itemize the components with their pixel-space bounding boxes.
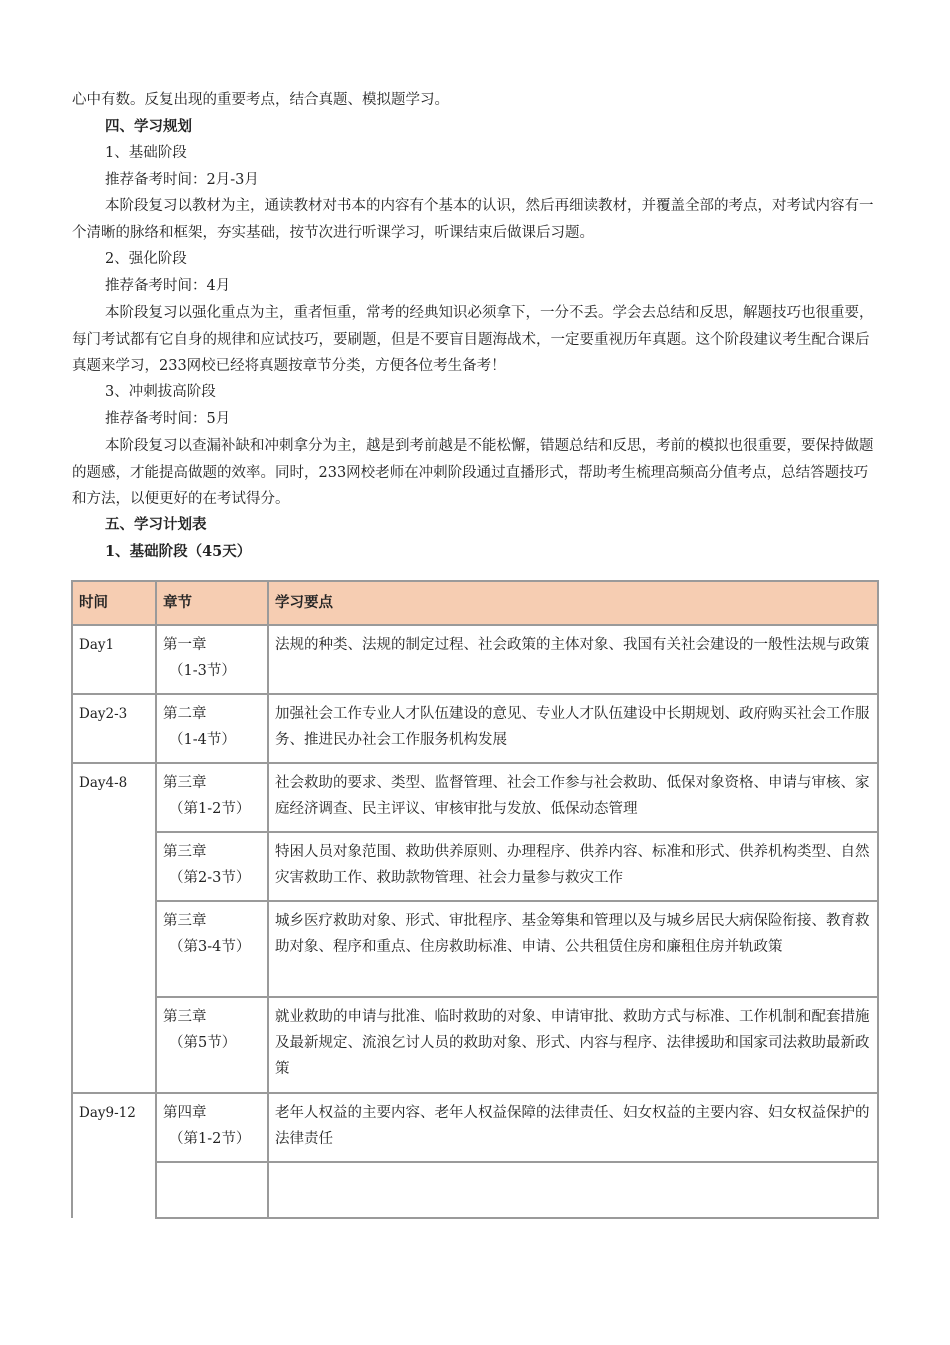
stage-time-strengthen: 推荐备考时间：4月 (105, 278, 231, 294)
chapter-cell (156, 901, 268, 997)
points-cell: 城乡医疗救助对象、形式、审批程序、基金筹集和管理以及与城乡居民大病保险衔接、教育救助对象、程序和重点、住房救助标准、申请、公共租赁住房和廉租住房并轨政策 (268, 901, 878, 997)
time-cell: Day2-3 (72, 694, 156, 763)
chapter-cell (156, 1093, 268, 1162)
section-label: （第2-3节） (169, 870, 251, 886)
chapter-label: 第二章 (163, 706, 207, 722)
table-row (72, 901, 878, 997)
section-heading-study-plan: 四、学习规划 (105, 118, 192, 135)
points-cell: 特困人员对象范围、救助供养原则、办理程序、供养内容、标准和形式、供养机构类型、自然灾害救助工作、救助款物管理、社会力量参与救灾工作 (268, 832, 878, 901)
stage-desc-basic: 本阶段复习以教材为主，通读教材对书本的内容有个基本的认识，然后再细读教材，并覆盖全部的考点，对考试内容有一个清晰的脉络和框架，夯实基础，按节次进行听课学习，听课结束后做课后习题。 (72, 198, 874, 241)
table-header-row (72, 581, 878, 625)
header-time: 时间 (72, 581, 156, 625)
table-caption: 1、基础阶段（45天） (105, 543, 252, 560)
section-label: （第1-2节） (169, 801, 251, 817)
chapter-label: 第三章 (163, 844, 207, 860)
stage-heading-sprint: 3、冲刺拔高阶段 (105, 384, 216, 400)
chapter-label: 第四章 (163, 1105, 207, 1121)
points-cell: 就业救助的申请与批准、临时救助的对象、申请审批、救助方式与标准、工作机制和配套措施及最新规定、流浪乞讨人员的救助对象、形式、内容与程序、法律援助和国家司法救助最新政策 (268, 997, 878, 1093)
table-row (72, 763, 878, 832)
table-row (72, 694, 878, 763)
section-label: （第5节） (169, 1035, 237, 1051)
chapter-cell (156, 625, 268, 694)
stage-heading-basic: 1、基础阶段 (105, 145, 187, 161)
chapter-cell (156, 832, 268, 901)
chapter-label: 第三章 (163, 913, 207, 929)
time-cell: Day9-12 (72, 1093, 156, 1218)
stage-heading-strengthen: 2、强化阶段 (105, 251, 187, 267)
chapter-label: 第一章 (163, 637, 207, 653)
chapter-cell (156, 997, 268, 1093)
points-cell: 老年人权益的主要内容、老年人权益保障的法律责任、妇女权益的主要内容、妇女权益保护的法律责任 (268, 1093, 878, 1162)
table-row (72, 625, 878, 694)
time-cell: Day4-8 (72, 763, 156, 1093)
section-label: （第1-2节） (169, 1131, 251, 1147)
table-row-partial (72, 1162, 878, 1218)
chapter-cell (156, 763, 268, 832)
points-cell: 法规的种类、法规的制定过程、社会政策的主体对象、我国有关社会建设的一般性法规与政策 (268, 625, 878, 694)
header-points: 学习要点 (268, 581, 878, 625)
chapter-cell (156, 694, 268, 763)
table-row (72, 832, 878, 901)
empty-cell (156, 1162, 268, 1218)
chapter-label: 第三章 (163, 1009, 207, 1025)
header-chapter: 章节 (156, 581, 268, 625)
paragraph-continuation: 心中有数。反复出现的重要考点，结合真题、模拟题学习。 (72, 92, 449, 108)
time-cell: Day1 (72, 625, 156, 694)
section-label: （1-4节） (169, 732, 236, 748)
points-cell: 社会救助的要求、类型、监督管理、社会工作参与社会救助、低保对象资格、申请与审核、家庭经济调查、民主评议、审核审批与发放、低保动态管理 (268, 763, 878, 832)
stage-time-basic: 推荐备考时间：2月-3月 (105, 172, 259, 188)
table-row (72, 1093, 878, 1162)
study-plan-table (71, 580, 879, 1219)
section-label: （1-3节） (169, 663, 236, 679)
points-cell: 加强社会工作专业人才队伍建设的意见、专业人才队伍建设中长期规划、政府购买社会工作服务、推进民办社会工作服务机构发展 (268, 694, 878, 763)
section-label: （第3-4节） (169, 939, 251, 955)
stage-time-sprint: 推荐备考时间：5月 (105, 411, 231, 427)
empty-cell (268, 1162, 878, 1218)
table-row (72, 997, 878, 1093)
chapter-label: 第三章 (163, 775, 207, 791)
stage-desc-sprint: 本阶段复习以查漏补缺和冲刺拿分为主，越是到考前越是不能松懈，错题总结和反思，考前的模拟也很重要，要保持做题的题感，才能提高做题的效率。同时，233网校老师在冲刺阶段通过直播形式，帮助考生梳理高频高分值考点，总结答题技巧和方法，以便更好的在考试得分。 (72, 438, 874, 507)
section-heading-schedule: 五、学习计划表 (105, 516, 207, 533)
stage-desc-strengthen: 本阶段复习以强化重点为主，重者恒重，常考的经典知识必须拿下，一分不丢。学会去总结和反思，解题技巧也很重要，每门考试都有它自身的规律和应试技巧，要刷题，但是不要盲目题海战术，一定要重视历年真题。这个阶段建议考生配合课后真题来学习，233网校已经将真题按章节分类，方便各位考生备考！ (72, 305, 874, 374)
